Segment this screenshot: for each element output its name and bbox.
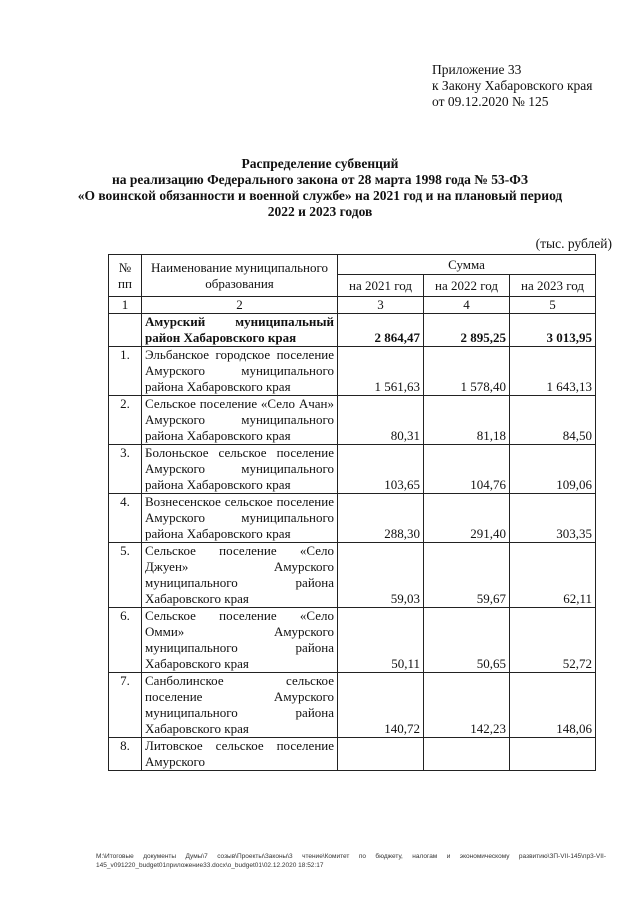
total-2023: 3 013,95 xyxy=(510,314,596,347)
row-name: Сельское поселение «Село Джуен» Амурского муниципального района Хабаровского края xyxy=(142,543,338,608)
total-2022: 2 895,25 xyxy=(424,314,510,347)
row-2021: 103,65 xyxy=(338,445,424,494)
row-2023: 303,35 xyxy=(510,494,596,543)
table-row xyxy=(109,445,596,494)
row-name: Вознесенское сельское поселение Амурского муниципального района Хабаровского края xyxy=(142,494,338,543)
total-2021: 2 864,47 xyxy=(338,314,424,347)
row-2023: 62,11 xyxy=(510,543,596,608)
row-num: 8. xyxy=(109,738,142,771)
row-2023: 109,06 xyxy=(510,445,596,494)
appendix-line-1: Приложение 33 xyxy=(432,62,522,77)
header-year-2022: на 2022 год xyxy=(424,275,510,297)
total-num xyxy=(109,314,142,347)
header-row xyxy=(109,255,596,275)
row-2023: 1 643,13 xyxy=(510,347,596,396)
appendix-header xyxy=(432,62,593,110)
title-line-2: на реализацию Федерального закона от 28 марта 1998 года № 53-ФЗ xyxy=(112,172,528,187)
row-2022: 142,23 xyxy=(424,673,510,738)
row-2022: 291,40 xyxy=(424,494,510,543)
row-2021: 288,30 xyxy=(338,494,424,543)
row-name: Болоньское сельское поселение Амурского муниципального района Хабаровского края xyxy=(142,445,338,494)
row-2023: 148,06 xyxy=(510,673,596,738)
table-row xyxy=(109,673,596,738)
row-name: Эльбанское городское поселение Амурского муниципального района Хабаровского края xyxy=(142,347,338,396)
title-line-1: Распределение субвенций xyxy=(241,156,399,171)
header-year-2023: на 2023 год xyxy=(510,275,596,297)
colnum-1: 1 xyxy=(109,297,142,314)
total-row xyxy=(109,314,596,347)
subsidy-table xyxy=(108,254,596,771)
row-2021: 1 561,63 xyxy=(338,347,424,396)
row-2022 xyxy=(424,738,510,771)
colnum-2: 2 xyxy=(142,297,338,314)
colnum-4: 4 xyxy=(424,297,510,314)
row-num: 6. xyxy=(109,608,142,673)
row-2021: 140,72 xyxy=(338,673,424,738)
row-name: Литовское сельское поселение Амурского xyxy=(142,738,338,771)
row-2023: 84,50 xyxy=(510,396,596,445)
row-2022: 50,65 xyxy=(424,608,510,673)
file-path-footer: M:\Итоговые документы Думы\7 созыв\Проекты\Законы\3 чтение\Комитет по бюджету, налогам и экономическому развитию\ЗП-VII-145\пр3-VII-145_v091220_budget01приложение33.docx\о_budget01\02.12.2020 18:52:17 xyxy=(96,853,606,869)
row-2021 xyxy=(338,738,424,771)
table-row xyxy=(109,396,596,445)
row-2021: 80,31 xyxy=(338,396,424,445)
row-2022: 59,67 xyxy=(424,543,510,608)
header-sum: Сумма xyxy=(338,255,596,275)
document-title xyxy=(0,156,640,220)
row-num: 3. xyxy=(109,445,142,494)
row-name: Санболинское сельское поселение Амурского муниципального района Хабаровского края xyxy=(142,673,338,738)
table-row xyxy=(109,494,596,543)
row-num: 4. xyxy=(109,494,142,543)
title-line-4: 2022 и 2023 годов xyxy=(267,204,373,219)
row-2023: 52,72 xyxy=(510,608,596,673)
row-2022: 1 578,40 xyxy=(424,347,510,396)
header-year-2021: на 2021 год xyxy=(338,275,424,297)
table-row xyxy=(109,608,596,673)
row-2021: 50,11 xyxy=(338,608,424,673)
row-2023 xyxy=(510,738,596,771)
appendix-line-3: от 09.12.2020 № 125 xyxy=(432,94,549,109)
row-name: Сельское поселение «Село Омми» Амурского муниципального района Хабаровского края xyxy=(142,608,338,673)
row-num: 1. xyxy=(109,347,142,396)
total-name: Амурский муниципальный район Хабаровского края xyxy=(142,314,338,347)
table-row xyxy=(109,738,596,771)
row-2022: 104,76 xyxy=(424,445,510,494)
units-label: (тыс. рублей) xyxy=(535,236,612,251)
row-num: 5. xyxy=(109,543,142,608)
appendix-line-2: к Закону Хабаровского края xyxy=(432,78,593,93)
table-row xyxy=(109,347,596,396)
header-name: Наименование муниципального образования xyxy=(142,255,338,297)
row-num: 7. xyxy=(109,673,142,738)
colnum-5: 5 xyxy=(510,297,596,314)
column-number-row xyxy=(109,297,596,314)
row-2022: 81,18 xyxy=(424,396,510,445)
row-2021: 59,03 xyxy=(338,543,424,608)
title-line-3: «О воинской обязанности и военной службе» на 2021 год и на плановый период xyxy=(77,188,563,203)
row-num: 2. xyxy=(109,396,142,445)
table-row xyxy=(109,543,596,608)
header-num: № пп xyxy=(109,255,142,297)
colnum-3: 3 xyxy=(338,297,424,314)
row-name: Сельское поселение «Село Ачан» Амурского муниципального района Хабаровского края xyxy=(142,396,338,445)
